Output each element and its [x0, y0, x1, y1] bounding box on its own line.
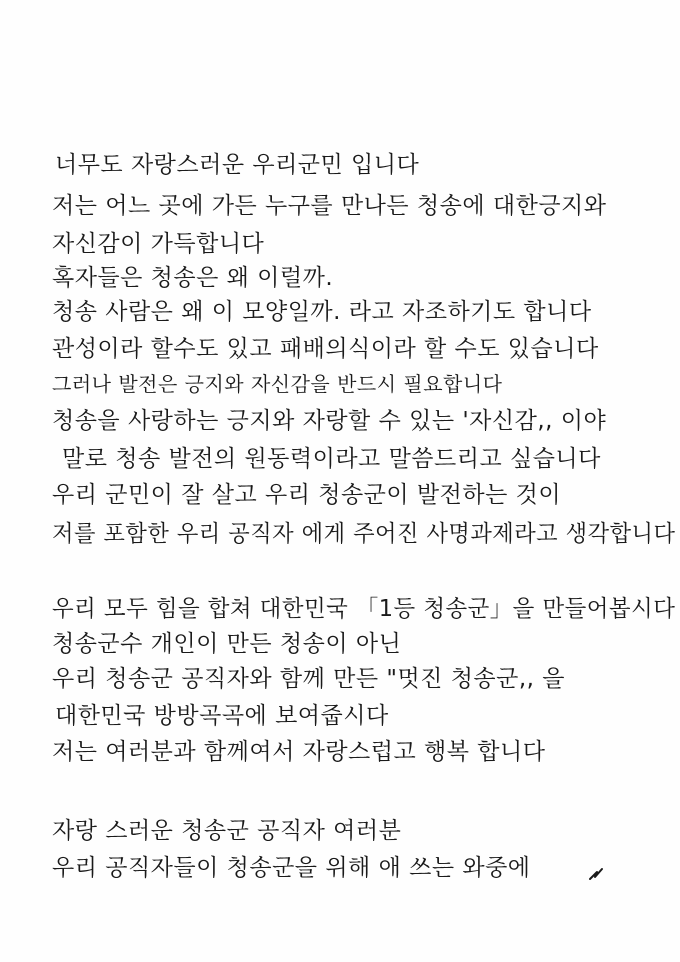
letter-line: 우리 공직자들이 청송군을 위해 애 쓰는 와중에: [52, 855, 531, 881]
letter-line: 청송군수 개인이 만든 청송이 아닌: [52, 631, 402, 657]
letter-line: 관성이라 할수도 있고 패배의식이라 할 수도 있습니다: [52, 336, 599, 362]
letter-line: 우리 청송군 공직자와 함께 만든 "멋진 청송군,, 을: [52, 666, 566, 692]
letter-line: 저를 포함한 우리 공직자 에게 주어진 사명과제라고 생각합니다: [52, 521, 676, 547]
letter-line: 우리 모두 힘을 합쳐 대한민국 「1등 청송군」을 만들어봅시다: [52, 596, 676, 622]
letter-line: 그러나 발전은 긍지와 자신감을 반드시 필요합니다: [52, 372, 503, 396]
letter-line: 너무도 자랑스러운 우리군민 입니다: [55, 152, 420, 178]
letter-line: 자랑 스러운 청송군 공직자 여러분: [52, 818, 402, 844]
letter-line: 우리 군민이 잘 살고 우리 청송군이 발전하는 것이: [52, 482, 562, 508]
letter-line: 청송 사람은 왜 이 모양일까. 라고 자조하기도 합니다: [52, 299, 592, 325]
letter-line: 혹자들은 청송은 왜 이럴까.: [52, 265, 334, 291]
letter-line: 대한민국 방방곡곡에 보여줍시다: [55, 703, 389, 729]
letter-line: 저는 어느 곳에 가든 누구를 만나든 청송에 대한긍지와: [52, 193, 607, 219]
letter-line: 저는 여러분과 함께여서 자랑스럽고 행복 합니다: [52, 739, 546, 765]
letter-line: 자신감이 가득합니다: [52, 231, 265, 257]
pen-stroke-mark: [588, 866, 604, 882]
letter-line: 말로 청송 발전의 원동력이라고 말씀드리고 싶습니다: [62, 446, 601, 472]
letter-line: 청송을 사랑하는 긍지와 자랑할 수 있는 '자신감,, 이야: [52, 408, 607, 434]
